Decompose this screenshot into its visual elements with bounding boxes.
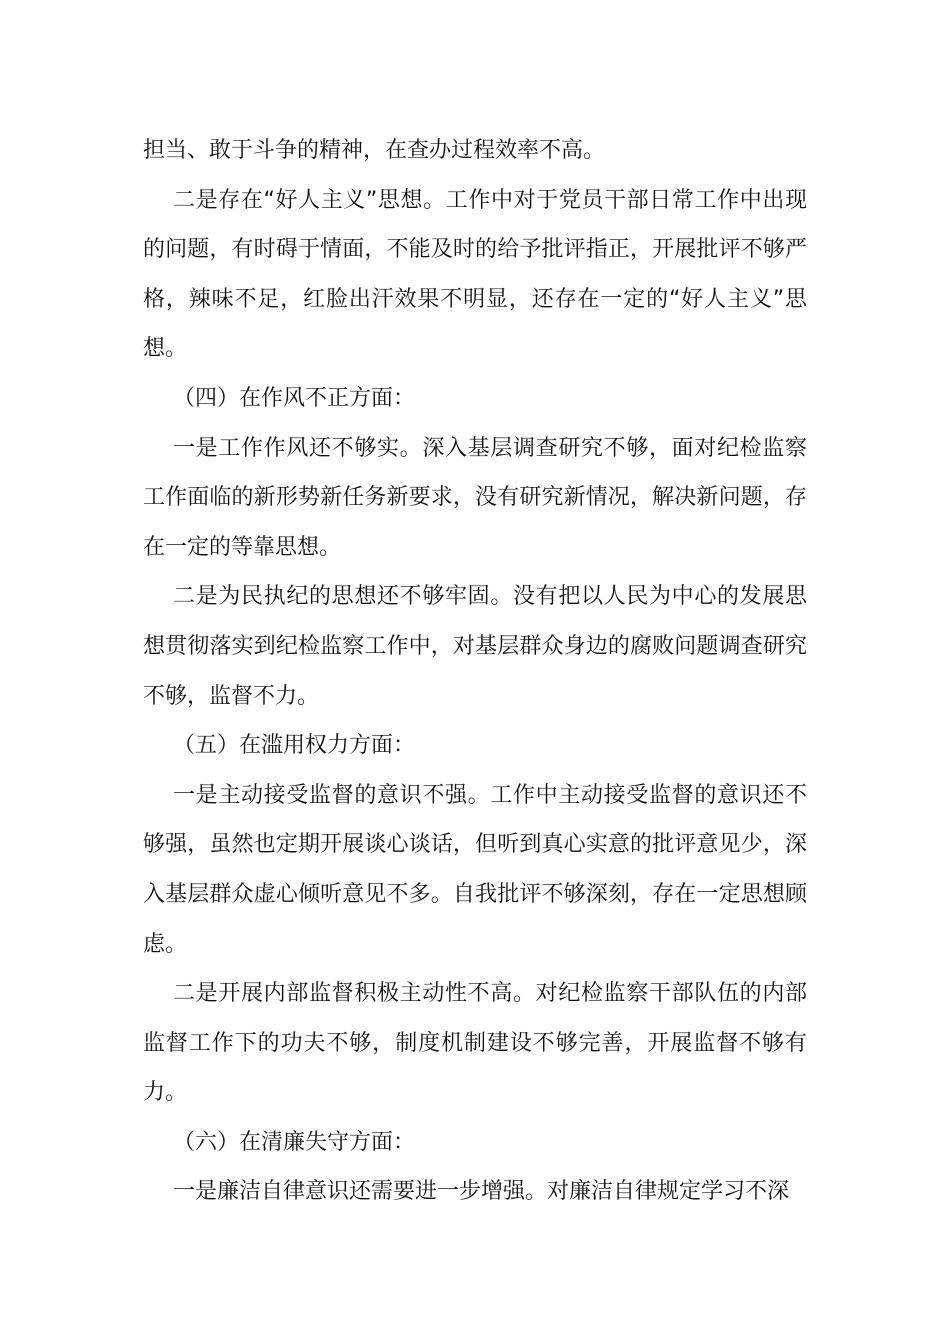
- document-body: [143, 126, 807, 1217]
- paragraph-good-person-mindset: 二是存在“好人主义”思想。工作中对于党员干部日常工作中出现的问题，有时碍于情面，不能及时的给予批评指正，开展批评不够严格，辣味不足，红脸出汗效果不明显，还存在一定的“好人主义”思想。: [143, 187, 807, 362]
- paragraph-serve-people: 二是为民执纪的思想还不够牢固。没有把以人民为中心的发展思想贯彻落实到纪检监察工作中，对基层群众身边的腐败问题调查研究不够，监督不力。: [143, 584, 807, 709]
- paragraph-accept-supervision: 一是主动接受监督的意识不强。工作中主动接受监督的意识还不够强，虽然也定期开展谈心谈话，但听到真心实意的批评意见少，深入基层群众虚心倾听意见不多。自我批评不够深刻，存在一定思想顾虑。: [143, 782, 807, 957]
- paragraph-internal-supervision: 二是开展内部监督积极主动性不高。对纪检监察干部队伍的内部监督工作下的功夫不够，制度机制建设不够完善，开展监督不够有力。: [143, 981, 807, 1106]
- section-heading-6: （六）在清廉失守方面：: [173, 1129, 416, 1155]
- paragraph-work-style: 一是工作作风还不够实。深入基层调查研究不够，面对纪检监察工作面临的新形势新任务新要求，没有研究新情况，解决新问题，存在一定的等靠思想。: [143, 435, 807, 560]
- paragraph-continuation: 担当、敢于斗争的精神，在查办过程效率不高。: [143, 138, 606, 163]
- paragraph-self-discipline: 一是廉洁自律意识还需要进一步增强。对廉洁自律规定学习不深: [173, 1179, 790, 1205]
- section-heading-5: （五）在滥用权力方面：: [173, 733, 416, 759]
- section-heading-4: （四）在作风不正方面：: [173, 385, 416, 411]
